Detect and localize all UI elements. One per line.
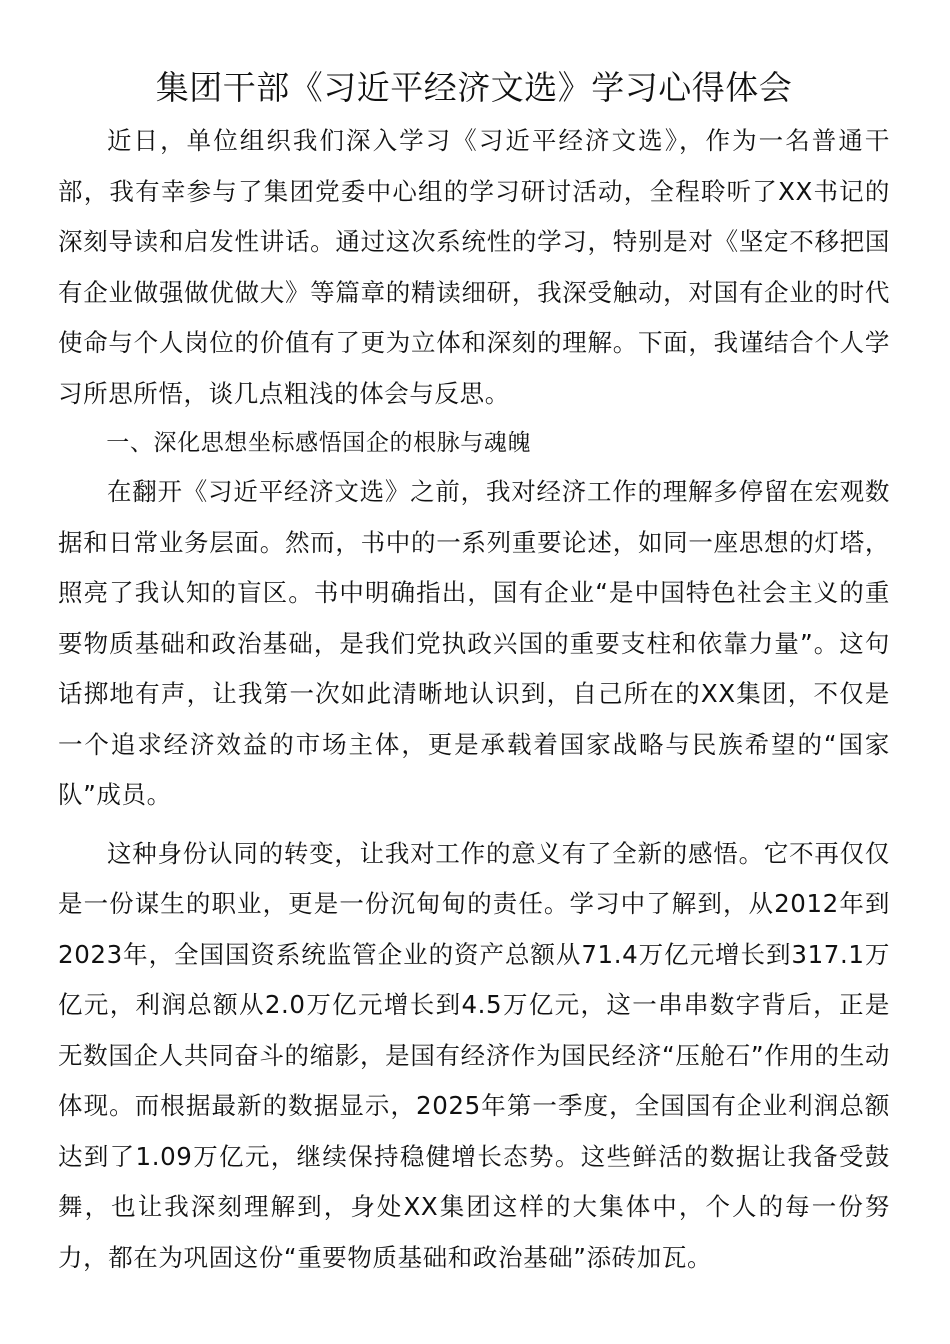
document-title: 集团干部《习近平经济文选》学习心得体会	[155, 68, 793, 107]
intro-paragraph: 近日，单位组织我们深入学习《习近平经济文选》，作为一名普通干部，我有幸参与了集团党委中心组的学习研讨活动，全程聆听了XX书记的深刻导读和启发性讲话。通过这次系统性的学习，特别是对《坚定不移把国有企业做强做优做大》等篇章的精读细研，我深受触动，对国有企业的时代使命与个人岗位的价值有了更为立体和深刻的理解。下面，我谨结合个人学习所思所悟，谈几点粗浅的体会与反思。	[58, 126, 890, 408]
body-paragraph-2: 这种身份认同的转变，让我对工作的意义有了全新的感悟。它不再仅仅是一份谋生的职业，更是一份沉甸甸的责任。学习中了解到，从2012年到2023年，全国国资系统监管企业的资产总额从71.4万亿元增长到317.1万亿元，利润总额从2.0万亿元增长到4.5万亿元，这一串串数字背后，正是无数国企人共同奋斗的缩影，是国有经济作为国民经济“压舱石”作用的生动体现。而根据最新的数据显示，2025年第一季度，全国国有企业利润总额达到了1.09万亿元，继续保持稳健增长态势。这些鲜活的数据让我备受鼓舞，也让我深刻理解到，身处XX集团这样的大集体中，个人的每一份努力，都在为巩固这份“重要物质基础和政治基础”添砖加瓦。	[58, 838, 890, 1272]
body-paragraph-1: 在翻开《习近平经济文选》之前，我对经济工作的理解多停留在宏观数据和日常业务层面。然而，书中的一系列重要论述，如同一座思想的灯塔，照亮了我认知的盲区。书中明确指出，国有企业“是中国特色社会主义的重要物质基础和政治基础，是我们党执政兴国的重要支柱和依靠力量”。这句话掷地有声，让我第一次如此清晰地认识到，自己所在的XX集团，不仅是一个追求经济效益的市场主体，更是承载着国家战略与民族希望的“国家队”成员。	[58, 477, 890, 809]
section-heading-1: 一、深化思想坐标感悟国企的根脉与魂魄	[106, 430, 532, 456]
document-page	[58, 66, 890, 1283]
paragraph-gap	[58, 821, 890, 829]
